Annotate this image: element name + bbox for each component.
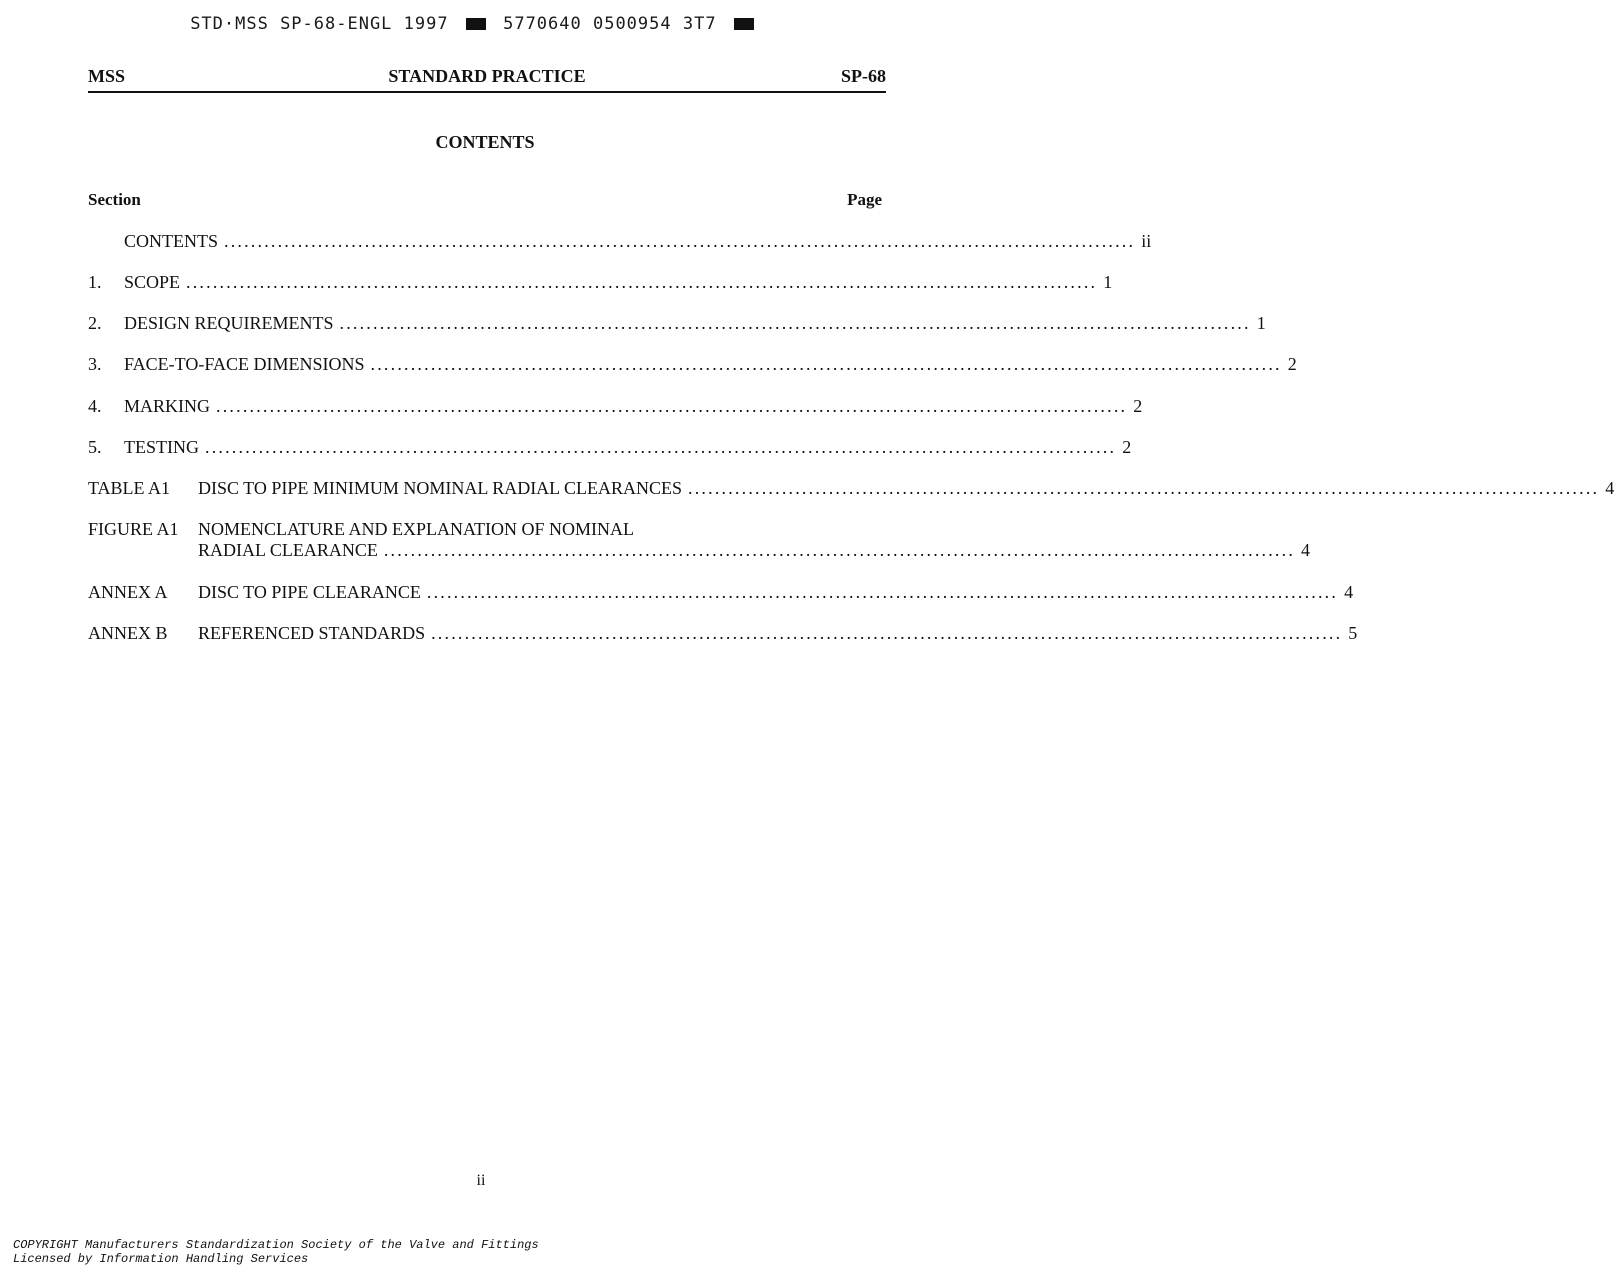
toc-entry-page: 4 (1301, 540, 1311, 560)
dot-leader: ........................................................................................................................................ (186, 272, 1098, 292)
dot-leader: ........................................................................................................................................ (224, 231, 1136, 251)
toc-entry-label: RADIAL CLEARANCE (198, 540, 378, 560)
footer-line: COPYRIGHT Manufacturers Standardization Society of the Valve and Fittings (13, 1238, 539, 1252)
black-block-mark (734, 18, 754, 30)
header-right: SP-68 (841, 66, 886, 86)
toc-entry-page: 2 (1287, 354, 1297, 374)
dot-leader: ........................................................................................................................................ (205, 437, 1117, 457)
toc-entry-page: 1 (1103, 272, 1113, 292)
dot-leader: ........................................................................................................................................ (426, 582, 1339, 602)
toc-entry-number: 2. (88, 313, 102, 333)
header-center: STANDARD PRACTICE (388, 66, 586, 86)
toc-entry-number: 3. (88, 354, 102, 374)
contents-title: CONTENTS (435, 132, 535, 152)
toc-entry-number: FIGURE A1 (88, 519, 179, 539)
dot-leader: ........................................................................................................................................ (370, 354, 1282, 374)
copyright-footer (13, 1238, 539, 1266)
toc-entry-page: 5 (1348, 623, 1358, 643)
black-block-mark (466, 18, 486, 30)
toc-entry-page: 2 (1133, 396, 1143, 416)
toc-entry-number: ANNEX B (88, 623, 168, 643)
toc-entry-label: FACE-TO-FACE DIMENSIONS (124, 354, 365, 374)
page-number: ii (476, 1172, 486, 1189)
toc-entry-number: 5. (88, 437, 102, 457)
header-rule (88, 91, 886, 93)
toc-entry-label: MARKING (124, 396, 211, 416)
toc-entry-label: REFERENCED STANDARDS (198, 623, 426, 643)
toc-entry-page: ii (1141, 231, 1152, 251)
document-code-line (0, 14, 950, 34)
toc-entry-number: 4. (88, 396, 102, 416)
dot-leader: ........................................................................................................................................ (216, 396, 1128, 416)
toc-entry-label: CONTENTS (124, 231, 218, 251)
toc-entry-label: TESTING (124, 437, 199, 457)
toc-entry-page: 4 (1605, 478, 1614, 498)
toc-entry-page: 4 (1344, 582, 1354, 602)
footer-line: Licensed by Information Handling Services (13, 1252, 309, 1266)
toc-entry-label-line1: NOMENCLATURE AND EXPLANATION OF NOMINAL (198, 519, 634, 539)
dot-leader: ........................................................................................................................................ (383, 540, 1296, 560)
toc-entry-label: DISC TO PIPE CLEARANCE (198, 582, 421, 602)
running-header (88, 66, 886, 88)
toc-entry-label: DISC TO PIPE MINIMUM NOMINAL RADIAL CLEARANCES (198, 478, 683, 498)
dot-leader: ........................................................................................................................................ (688, 478, 1600, 498)
document-code-right: 5770640 0500954 3T7 (503, 14, 717, 34)
toc-entry-label: SCOPE (124, 272, 181, 292)
document-code-left: STD·MSS SP-68-ENGL 1997 (190, 14, 449, 34)
toc-entry-number: TABLE A1 (88, 478, 171, 498)
dot-leader: ........................................................................................................................................ (339, 313, 1251, 333)
header-left: MSS (88, 66, 126, 86)
toc-entry-page: 1 (1256, 313, 1266, 333)
section-column-heading: Section (88, 190, 141, 209)
toc-entry-page: 2 (1122, 437, 1132, 457)
toc-entry-label: DESIGN REQUIREMENTS (124, 313, 334, 333)
toc-entry-number: 1. (88, 272, 102, 292)
page-column-heading: Page (847, 190, 882, 209)
toc-entry-number: ANNEX A (88, 582, 168, 602)
dot-leader: ........................................................................................................................................ (431, 623, 1343, 643)
